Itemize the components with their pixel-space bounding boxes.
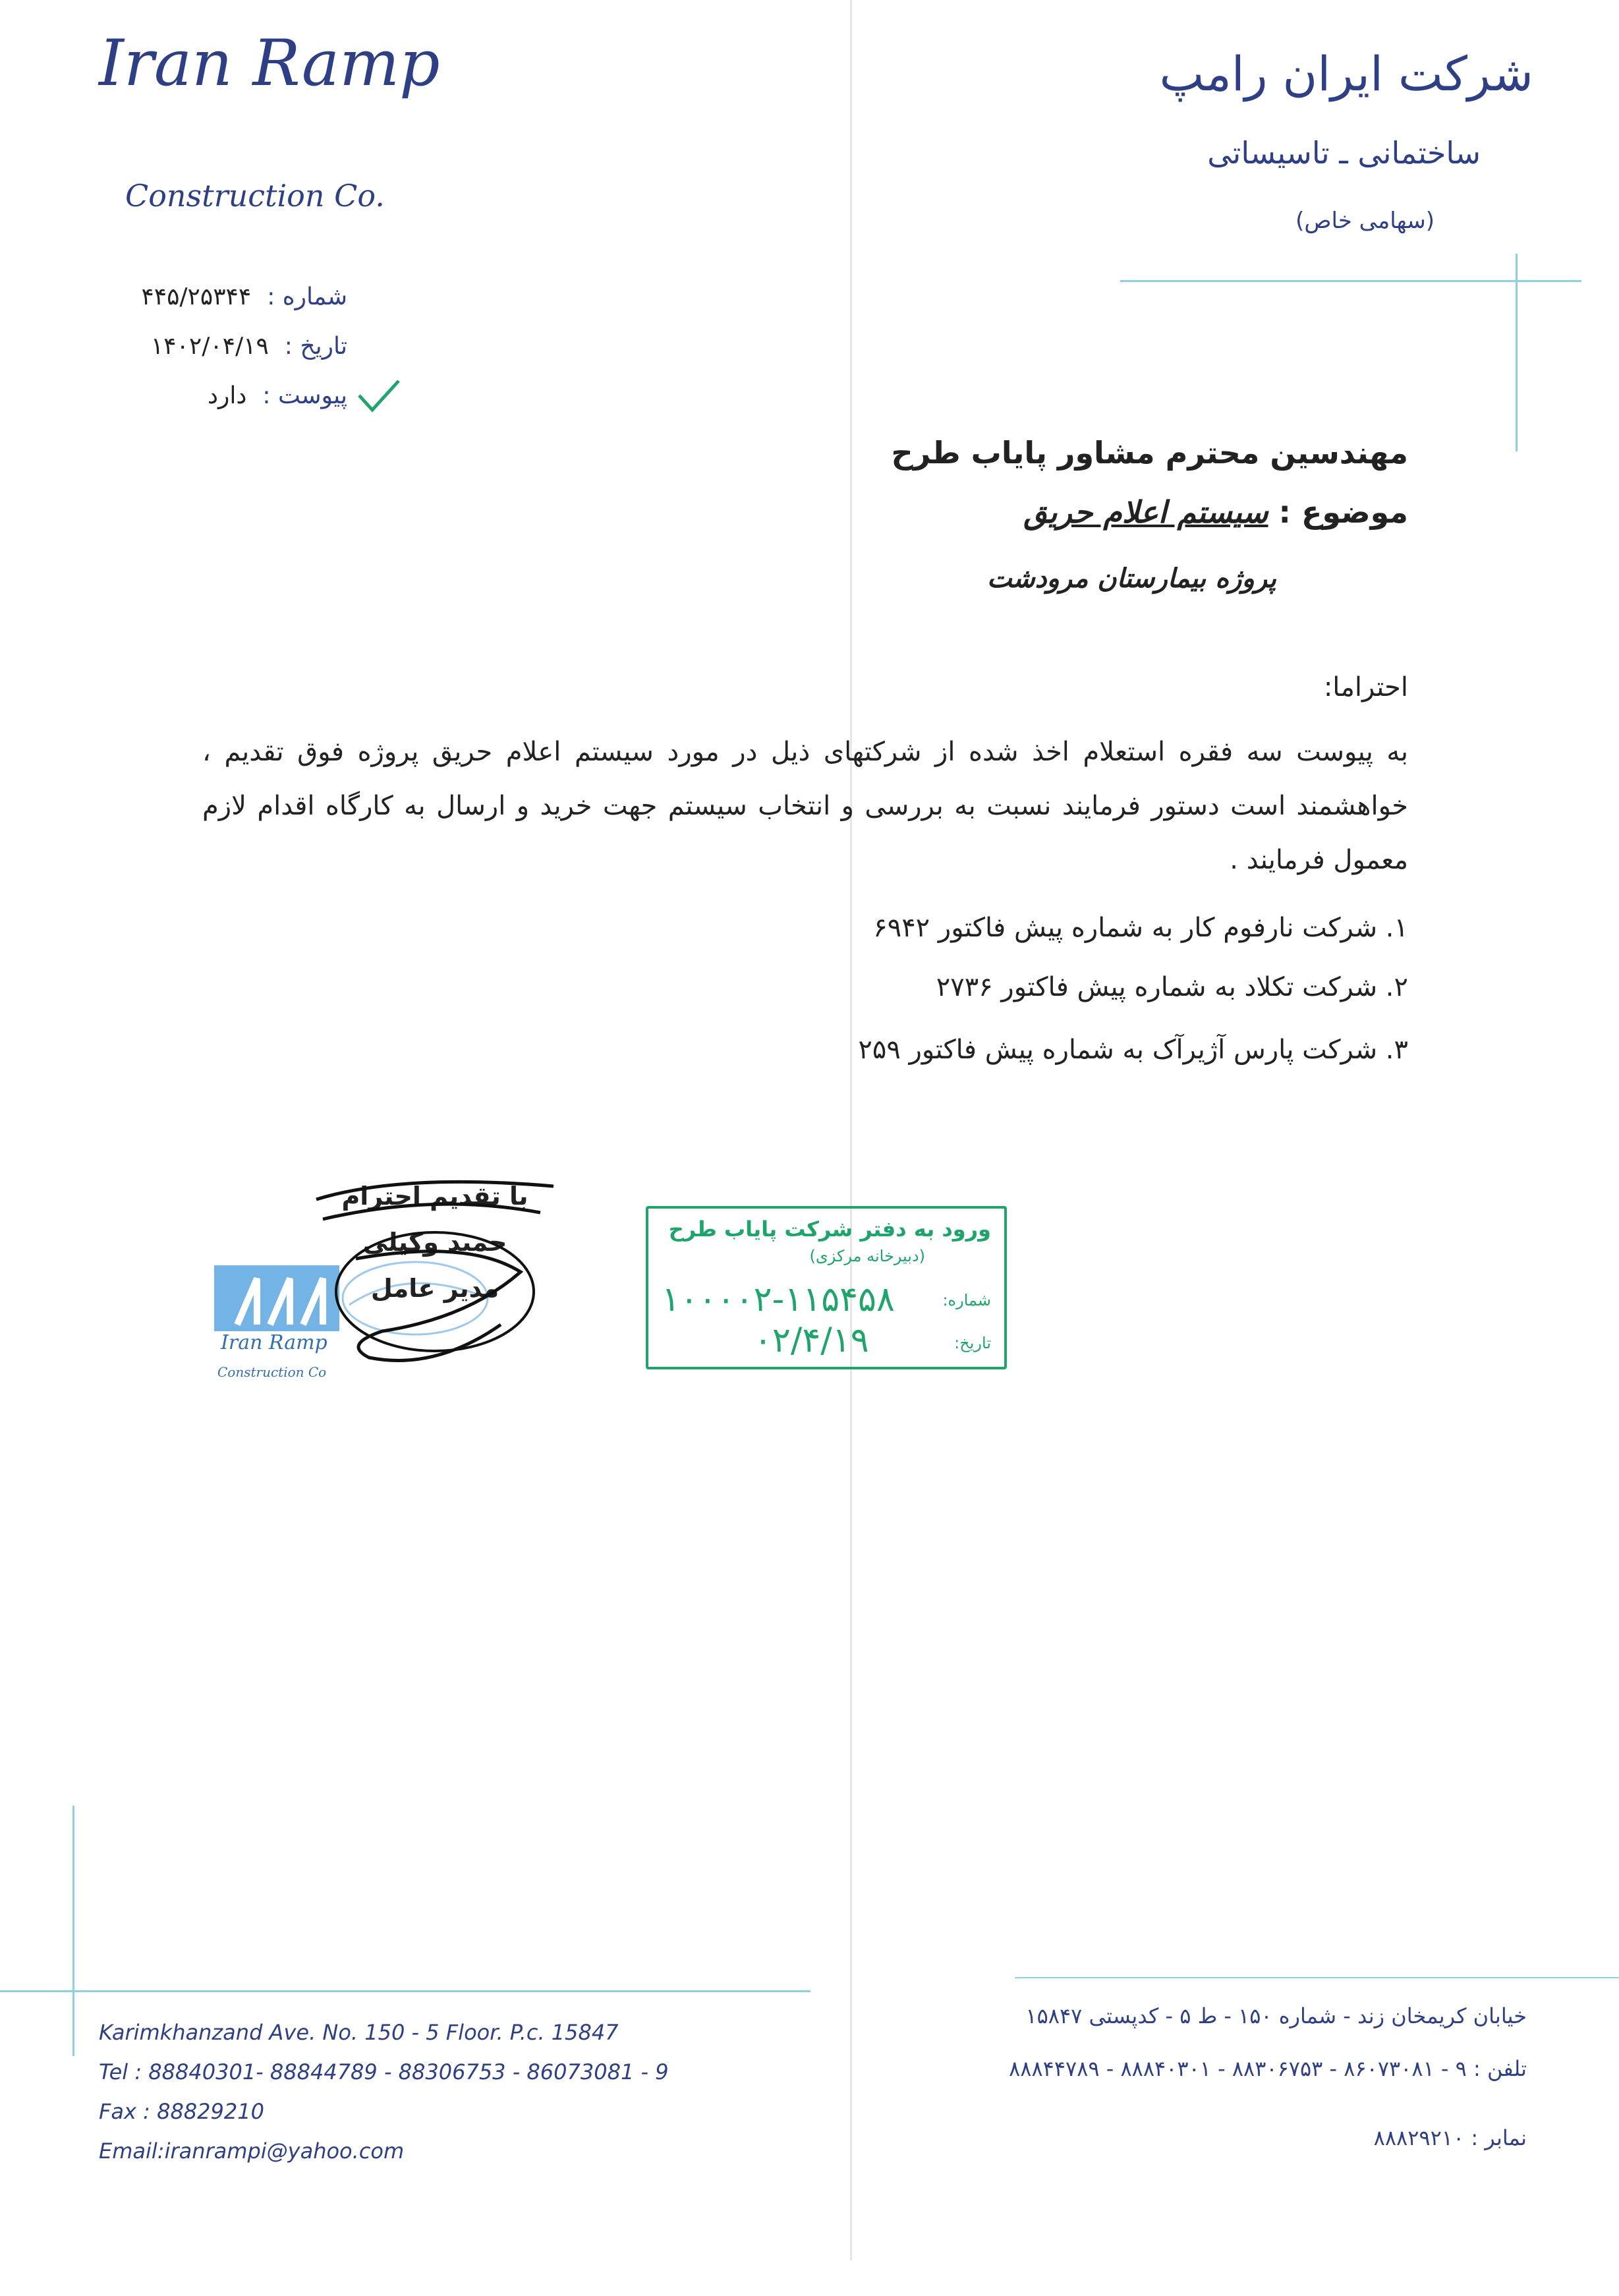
receipt-stamp	[646, 1206, 1007, 1369]
receipt-sub: (دبیرخانه مرکزی)	[809, 1247, 925, 1265]
salutation: احتراما:	[1323, 672, 1408, 703]
logo-latin-sub: Construction Co.	[125, 178, 385, 214]
meta-date	[151, 333, 347, 360]
footer-tel-fa: تلفن : ۹ - ۸۶۰۷۳۰۸۱ - ۸۸۳۰۶۷۵۳ - ۸۸۸۴۰۳۰۱ - ۸۸۸۴۴۷۸۹	[1009, 2056, 1527, 2081]
handwritten-signature-icon	[303, 1160, 580, 1384]
body-paragraph: به پیوست سه فقره استعلام اخذ شده از شرکتهای ذیل در مورد سیستم اعلام حریق پروژه فوق تقدیم ، خواهشمند است دستور فرمایند نسبت به بررسی و انتخاب سیستم جهت خرید و ارسال به کارگاه اقدام لازم معمول فرمایند .	[202, 737, 1408, 875]
decor-line-bottom-left	[0, 1990, 810, 1992]
logo-latin: Iran Ramp	[99, 26, 440, 100]
footer-fax-en: Fax : 88829210	[99, 2099, 264, 2124]
meta-number	[141, 283, 347, 310]
subject	[1023, 494, 1408, 530]
meta-date-value: ۱۴۰۲/۰۴/۱۹	[150, 333, 269, 360]
meta-date-label: تاریخ :	[284, 333, 347, 360]
receipt-date-value: ۰۲/۴/۱۹	[754, 1321, 869, 1360]
meta-attachment-value: دارد	[207, 382, 247, 409]
signer-name: حمید وکیلی	[362, 1228, 507, 1257]
footer-address-fa: خیابان کریمخان زند - شماره ۱۵۰ - ط ۵ - کدپستی ۱۵۸۴۷	[1025, 2003, 1527, 2028]
decor-line-top-right-v	[1516, 254, 1518, 451]
addressee: مهندسین محترم مشاور پایاب طرح	[891, 435, 1408, 471]
stamp-latin-sub: Construction Co	[217, 1364, 327, 1380]
footer-email-en[interactable]: Email:iranrampi@yahoo.com	[99, 2138, 405, 2164]
decor-line-fold	[850, 0, 852, 2260]
footer-address-en: Karimkhanzand Ave. No. 150 - 5 Floor. P.c. 15847	[99, 2020, 619, 2045]
stamp-latin-name: Iran Ramp	[221, 1331, 327, 1354]
receipt-number-label: شماره:	[942, 1291, 991, 1309]
subject-label: موضوع :	[1278, 494, 1408, 530]
signer-title: مدیر عامل	[370, 1274, 499, 1303]
decor-line-bottom-right	[1015, 1977, 1619, 1978]
list-item: ۳. شرکت پارس آژیرآک به شماره پیش فاکتور ۲۵۹	[858, 1035, 1408, 1065]
list-item: ۱. شرکت نارفوم کار به شماره پیش فاکتور ۶۹۴۲	[873, 913, 1408, 943]
meta-attachment	[208, 382, 347, 409]
decor-line-bottom-left-v	[72, 1806, 74, 2056]
meta-attachment-label: پیوست :	[262, 382, 347, 409]
footer-tel-en: Tel : 88840301- 88844789 - 88306753 - 86073081 - 9	[99, 2059, 669, 2084]
company-type: (سهامی خاص)	[1295, 208, 1434, 234]
checkmark-icon	[356, 376, 402, 415]
closing-text: با تقدیم احترام	[341, 1182, 528, 1211]
logo-persian-sub: ساختمانی ـ تاسیساتی	[1207, 135, 1481, 171]
subject-value: سیستم اعلام حریق	[1023, 494, 1268, 530]
project-name: پروژه بیمارستان مرودشت	[986, 563, 1276, 594]
receipt-title: ورود به دفتر شرکت پایاب طرح	[668, 1217, 991, 1242]
logo-persian: شرکت ایران رامپ	[1159, 46, 1533, 101]
meta-number-label: شماره :	[267, 283, 347, 310]
receipt-number-value: ۱۰۰۰۰۲-۱۱۵۴۵۸	[662, 1280, 895, 1319]
footer-fax-fa: نمابر : ۸۸۸۲۹۲۱۰	[1373, 2125, 1527, 2150]
list-item: ۲. شرکت تکلاد به شماره پیش فاکتور ۲۷۳۶	[936, 972, 1408, 1002]
receipt-date-label: تاریخ:	[954, 1334, 991, 1352]
meta-number-value: ۴۴۵/۲۵۳۴۴	[141, 283, 252, 310]
decor-line-top-right	[1120, 280, 1581, 282]
